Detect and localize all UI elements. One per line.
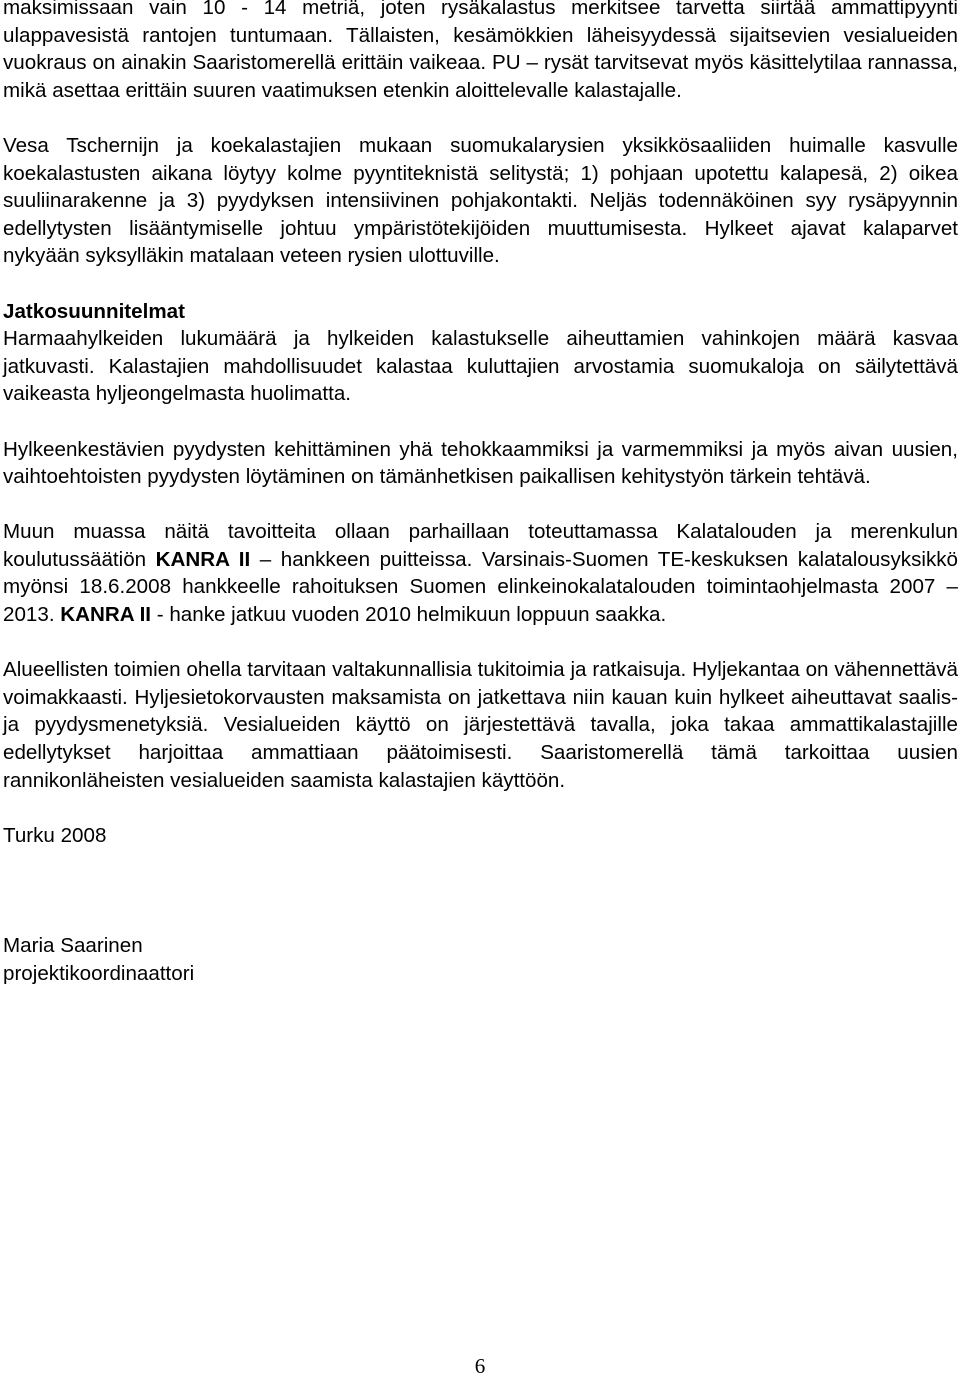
signature-gap: [3, 849, 958, 877]
paragraph-gap: [3, 794, 958, 822]
kanra-text-2: – hankkeen puitteissa. Varsinais-Suomen TE-keskuksen kalatalousyksikkö myönsi 18.6.2008 hankkeelle rahoituksen Suomen elinkeinokalatalouden toimintaohjelmasta 2007 – 2013.: [3, 547, 958, 627]
paragraph-gap: [3, 408, 958, 436]
paragraph-gap: [3, 491, 958, 519]
paragraph-valtakunnalliset-toimet: Alueellisten toimien ohella tarvitaan valtakunnallisia tukitoimia ja ratkaisuja. Hyljekantaa on vähennettävä voimakkaasti. Hyljesietokorvausten maksamista on jatkettava niin kauan kuin hylkeet aiheuttavat saalis- ja pyydysmenetyksiä. Vesialueiden käyttö on järjestettävä tavalla, joka takaa ammattikalastajille edellytykset harjoittaa ammattiaan päätoimisesti. Saaristomerellä tämä tarkoittaa uusien rannikonläheisten vesialueiden saamista kalastajien käyttöön.: [3, 658, 958, 792]
kanra-text-3: - hanke jatkuu vuoden 2010 helmikuun loppuun saakka.: [151, 603, 667, 627]
signature-gap: [3, 905, 958, 933]
signature-name: Maria Saarinen: [3, 934, 143, 958]
paragraph-koekalastus: Vesa Tschernijn ja koekalastajien mukaan suomukalarysien yksikkösaaliiden huimalle kasvulle koekalastusten aikana löytyy kolme pyyntiteknistä selitystä; 1) pohjaan upotettu kalapesä, 2) oikea suuliinarakenne ja 3) pyydyksen intensiivinen pohjakontakti. Neljäs todennäköinen syy rysäpyynnin edellytysten lisääntymiselle johtuu ympäristötekijöiden muuttumisesta. Hylkeet ajavat kalaparvet nykyään syksylläkin matalaan veteen rysien ulottuville.: [3, 133, 958, 268]
place-date: Turku 2008: [3, 823, 107, 847]
page-number: 6: [474, 1354, 486, 1378]
kanra-project-name: KANRA II: [60, 603, 152, 627]
section-heading: Jatkosuunnitelmat: [3, 299, 185, 323]
paragraph-gap: [3, 104, 958, 132]
signature-gap: [3, 877, 958, 905]
paragraph-pyydysten-kehittaminen: Hylkeenkestävien pyydysten kehittäminen yhä tehokkaammiksi ja varmemmiksi ja myös aivan uusien, vaihtoehtoisten pyydysten löytäminen on tämänhetkisen paikallisen kehitystyön tärkein tehtävä.: [3, 437, 958, 489]
document-page: [3, 0, 958, 987]
paragraph-rysakalastus: maksimissaan vain 10 - 14 metriä, joten rysäkalastus merkitsee tarvetta siirtää ammattipyynti ulappavesistä rantojen tuntumaan. Tällaisten, kesämökkien läheisyydessä sijaitsevien vesialueiden vuokraus on ainakin Saaristomerellä erittäin vaikeaa. PU – rysät tarvitsevat myös käsittelytilaa rannassa, mikä asettaa erittäin suuren vaatimuksen etenkin aloittelevalle kalastajalle.: [3, 0, 958, 102]
paragraph-gap: [3, 629, 958, 657]
signature-title: projektikoordinaattori: [3, 961, 195, 985]
kanra-text-1: Muun muassa näitä tavoitteita ollaan parhaillaan toteuttamassa Kalatalouden ja merenkulun koulutussäätiön: [3, 520, 958, 571]
paragraph-harmaahylkeet: Harmaahylkeiden lukumäärä ja hylkeiden kalastukselle aiheuttamien vahinkojen määrä kasvaa jatkuvasti. Kalastajien mahdollisuudet kalastaa kuluttajien arvostamia suomukaloja on säilytettävä vaikeasta hyljeongelmasta huolimatta.: [3, 327, 958, 406]
paragraph-kanra-hanke: [3, 518, 958, 628]
kanra-project-name: KANRA II: [155, 547, 251, 571]
paragraph-gap: [3, 270, 958, 298]
